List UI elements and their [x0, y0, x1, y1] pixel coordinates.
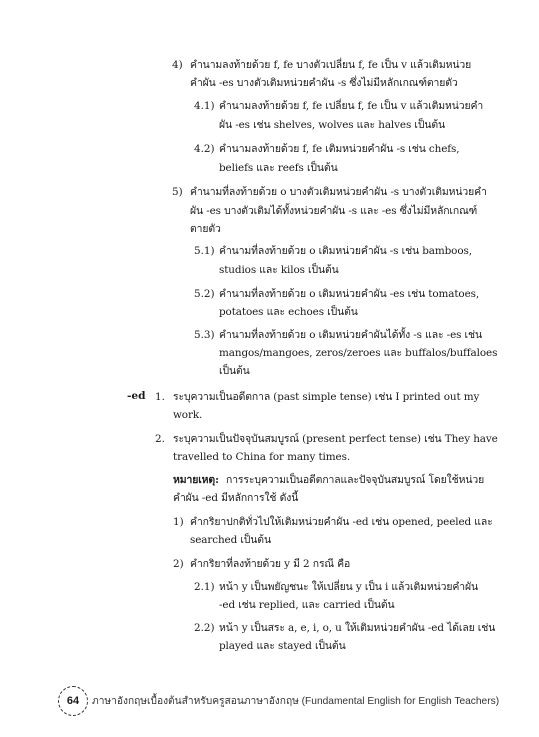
text-line: ระบุความเป็นอดีตกาล (past simple tense) เช่น I printed out my: [173, 391, 480, 403]
text-line: work.: [173, 409, 203, 421]
item-number: 5.1): [194, 245, 215, 257]
text-line: คำนามที่ลงท้ายด้วย o เติมหน่วยคำผัน -es เช่น tomatoes,: [219, 288, 480, 300]
text-line: คำนามลงท้ายด้วย f, fe เติมหน่วยคำผัน -s เช่น chefs,: [219, 143, 460, 155]
text-line: mangos/mangoes, zeros/zeroes และ buffalos/buffaloes: [219, 347, 498, 359]
text-line: ตายตัว: [190, 223, 221, 235]
text-line: คำนามลงท้ายด้วย f, fe บางตัวเปลี่ยน f, fe เป็น v แล้วเติมหน่วย: [190, 59, 472, 71]
text-line: หน้า y เป็นพยัญชนะ ให้เปลี่ยน y เป็น i แล้วเติมหน่วยคำผัน: [219, 581, 479, 593]
text-line: ผัน -es เช่น shelves, wolves และ halves เป็นต้น: [219, 119, 445, 131]
text-line: potatoes และ echoes เป็นต้น: [219, 306, 358, 318]
text-line: คำนามลงท้ายด้วย f, fe เปลี่ยน f, fe เป็น v แล้วเติมหน่วยคำ: [219, 100, 484, 112]
text-line: searched เป็นต้น: [190, 534, 271, 546]
text-line: หน้า y เป็นสระ a, e, i, o, u ให้เติมหน่วยคำผัน -ed ได้เลย เช่น: [219, 622, 496, 634]
item-number: 4.2): [194, 143, 215, 155]
text-line: ระบุความเป็นปัจจุบันสมบูรณ์ (present perfect tense) เช่น They have: [173, 433, 498, 445]
item-number: 4.1): [194, 100, 215, 112]
text-line: travelled to China for many times.: [173, 451, 351, 463]
footer-title: ภาษาอังกฤษเบื้องต้นสำหรับครูสอนภาษาอังกฤษ (Fundamental English for English Teachers): [92, 696, 500, 707]
page-number-badge: [58, 686, 88, 716]
item-number: 2.2): [194, 622, 215, 634]
text-line: ผัน -es บางตัวเติมได้ทั้งหน่วยคำผัน -s และ -es ซึ่งไม่มีหลักเกณฑ์: [190, 205, 478, 217]
note-label: หมายเหตุ:: [173, 474, 219, 486]
text-line: คำนามที่ลงท้ายด้วย o เติมหน่วยคำผัน -s เช่น bamboos,: [219, 245, 472, 257]
item-number: 5.3): [194, 329, 215, 341]
item-number: 1): [173, 516, 184, 528]
item-number: 2.1): [194, 581, 215, 593]
item-number: 1.: [155, 391, 165, 403]
item-number: 5.2): [194, 288, 215, 300]
page-number: 64: [66, 695, 80, 707]
text-line: คำนามที่ลงท้ายด้วย o บางตัวเติมหน่วยคำผัน -s บางตัวเติมหน่วยคำ: [190, 186, 487, 198]
text-line: การระบุความเป็นอดีตกาลและปัจจุบันสมบูรณ์ โดยใช้หน่วย: [226, 474, 485, 486]
text-line: คำผัน -es บางตัวเติมหน่วยคำผัน -s ซึ่งไม่มีหลักเกณฑ์ตายตัว: [190, 77, 458, 89]
item-number: 2.: [155, 433, 165, 445]
text-line: studios และ kilos เป็นต้น: [219, 264, 339, 276]
ed-label: -ed: [127, 390, 146, 402]
item-number: 5): [172, 186, 183, 198]
item-number: 2): [173, 558, 184, 570]
text-line: -ed เช่น replied, และ carried เป็นต้น: [219, 599, 395, 611]
text-line: คำนามที่ลงท้ายด้วย o เติมหน่วยคำผันได้ทั้ง -s และ -es เช่น: [219, 329, 482, 341]
text-line: คำกริยาปกติทั่วไปให้เติมหน่วยคำผัน -ed เช่น opened, peeled และ: [190, 516, 493, 528]
item-number: 4): [172, 59, 183, 71]
text-line: คำกริยาที่ลงท้ายด้วย y มี 2 กรณี คือ: [190, 558, 351, 570]
text-line: beliefs และ reefs เป็นต้น: [219, 162, 338, 174]
text-line: คำผัน -ed มีหลักการใช้ ดังนี้: [173, 492, 299, 504]
text-line: เป็นต้น: [219, 365, 250, 377]
text-line: played และ stayed เป็นต้น: [219, 640, 346, 652]
